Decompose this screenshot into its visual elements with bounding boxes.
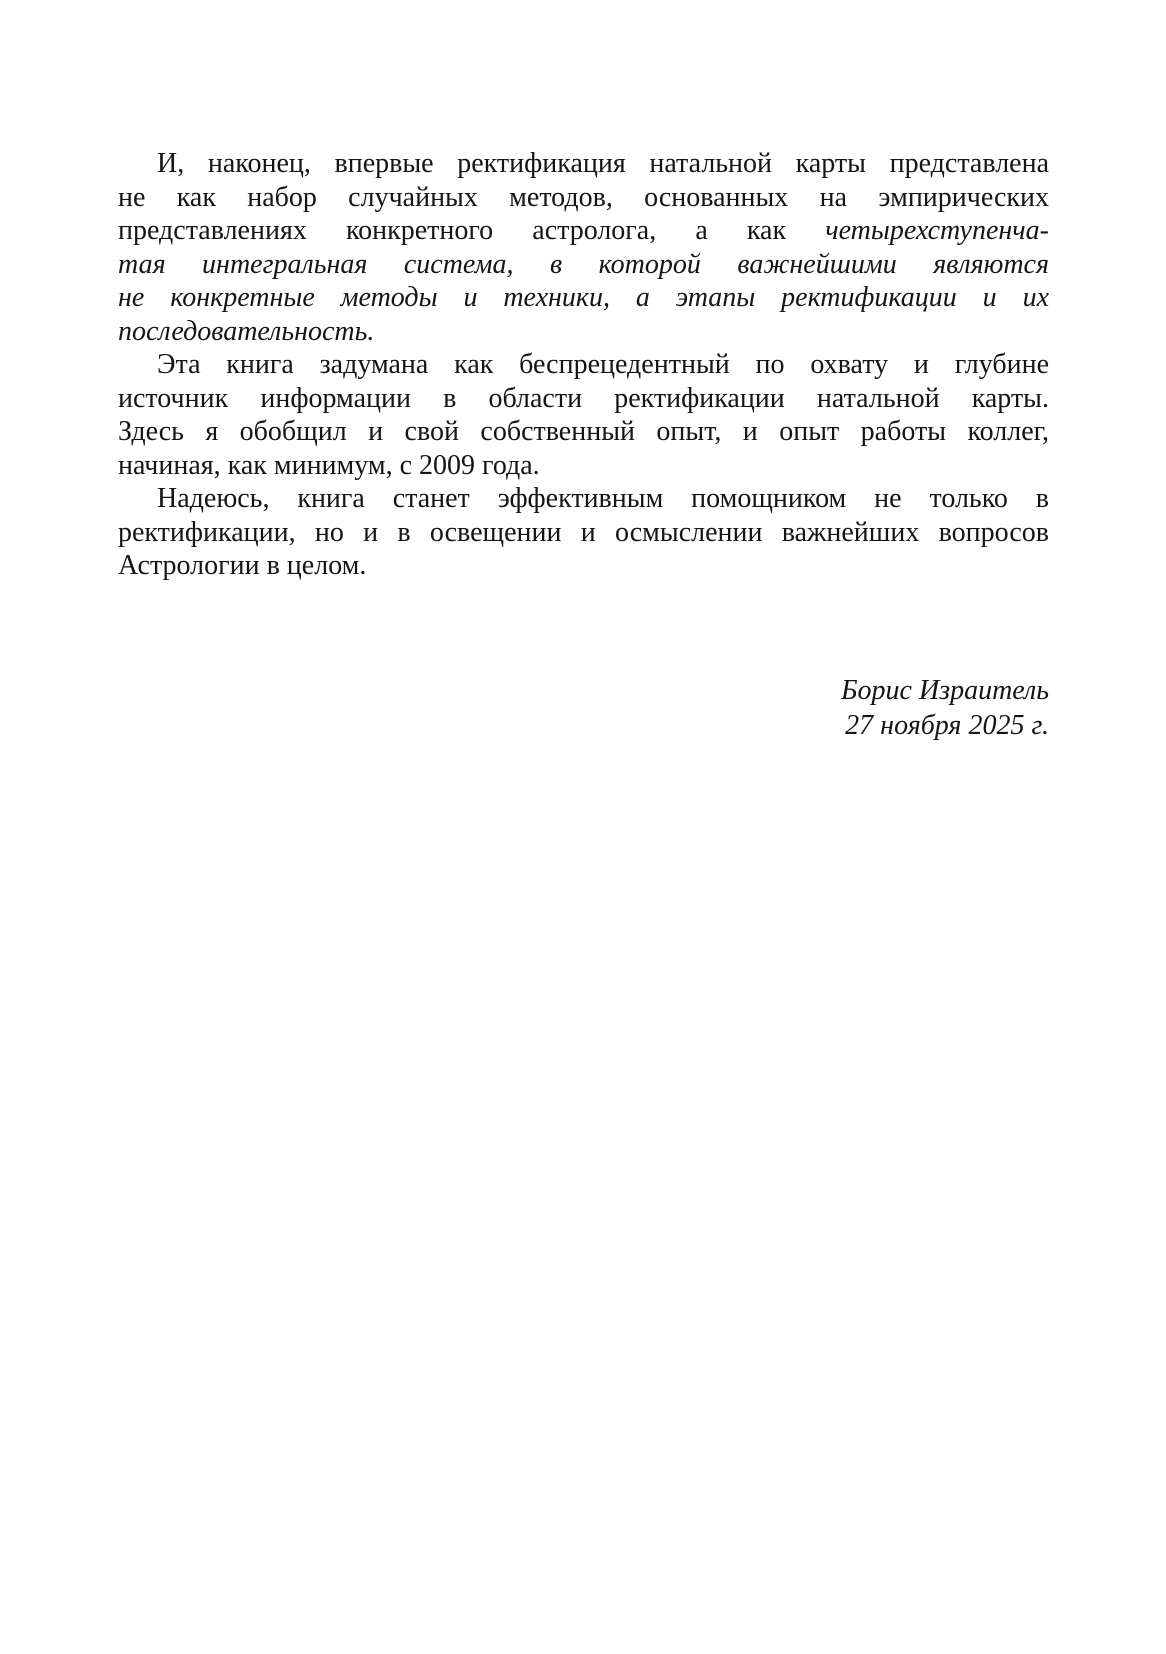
signature-block <box>118 673 1049 743</box>
body-text: представлениях конкретного астролога, а как <box>118 215 826 246</box>
text-line <box>118 147 1049 181</box>
body-text: не как набор случайных методов, основанных на эмпирических <box>118 181 1049 213</box>
text-line <box>118 482 1049 516</box>
signature-author: Борис Израитель <box>841 675 1049 706</box>
emphasized-text: не конкретные методы и техники, а этапы ректификации и их <box>118 282 1049 313</box>
text-line <box>118 181 1049 215</box>
text-line <box>118 415 1049 449</box>
text-line <box>118 549 1049 583</box>
emphasized-text: четырехступенча- <box>825 215 1049 246</box>
text-line <box>118 315 1049 349</box>
text-line <box>118 214 1049 248</box>
text-line <box>118 449 1049 483</box>
text-line <box>118 348 1049 382</box>
paragraph <box>118 482 1049 583</box>
text-line <box>118 248 1049 282</box>
signature-date: 27 ноября 2025 г. <box>845 710 1049 741</box>
text-line <box>118 516 1049 550</box>
paragraph <box>118 348 1049 482</box>
body-text: И, наконец, впервые ректификация натальной карты представлена <box>157 148 1049 179</box>
body-text: ректификации, но и в освещении и осмыслении важнейших вопросов <box>118 516 1049 548</box>
body-text: Астрологии в целом. <box>118 550 367 581</box>
paragraph <box>118 147 1049 348</box>
text-block <box>118 147 1049 583</box>
body-text: Надеюсь, книга станет эффективным помощником не только в <box>157 483 1049 514</box>
body-text: начиная, как минимум, с 2009 года. <box>118 449 540 481</box>
body-text: Здесь я обобщил и свой собственный опыт, и опыт работы коллег, <box>118 416 1049 447</box>
body-text: источник информации в области ректификации натальной карты. <box>118 382 1049 414</box>
text-line <box>118 281 1049 315</box>
text-line <box>118 382 1049 416</box>
emphasized-text: последовательность. <box>118 315 375 347</box>
body-text: Эта книга задумана как беспрецедентный по охвату и глубине <box>157 349 1049 380</box>
emphasized-text: тая интегральная система, в которой важнейшими являются <box>118 248 1049 280</box>
